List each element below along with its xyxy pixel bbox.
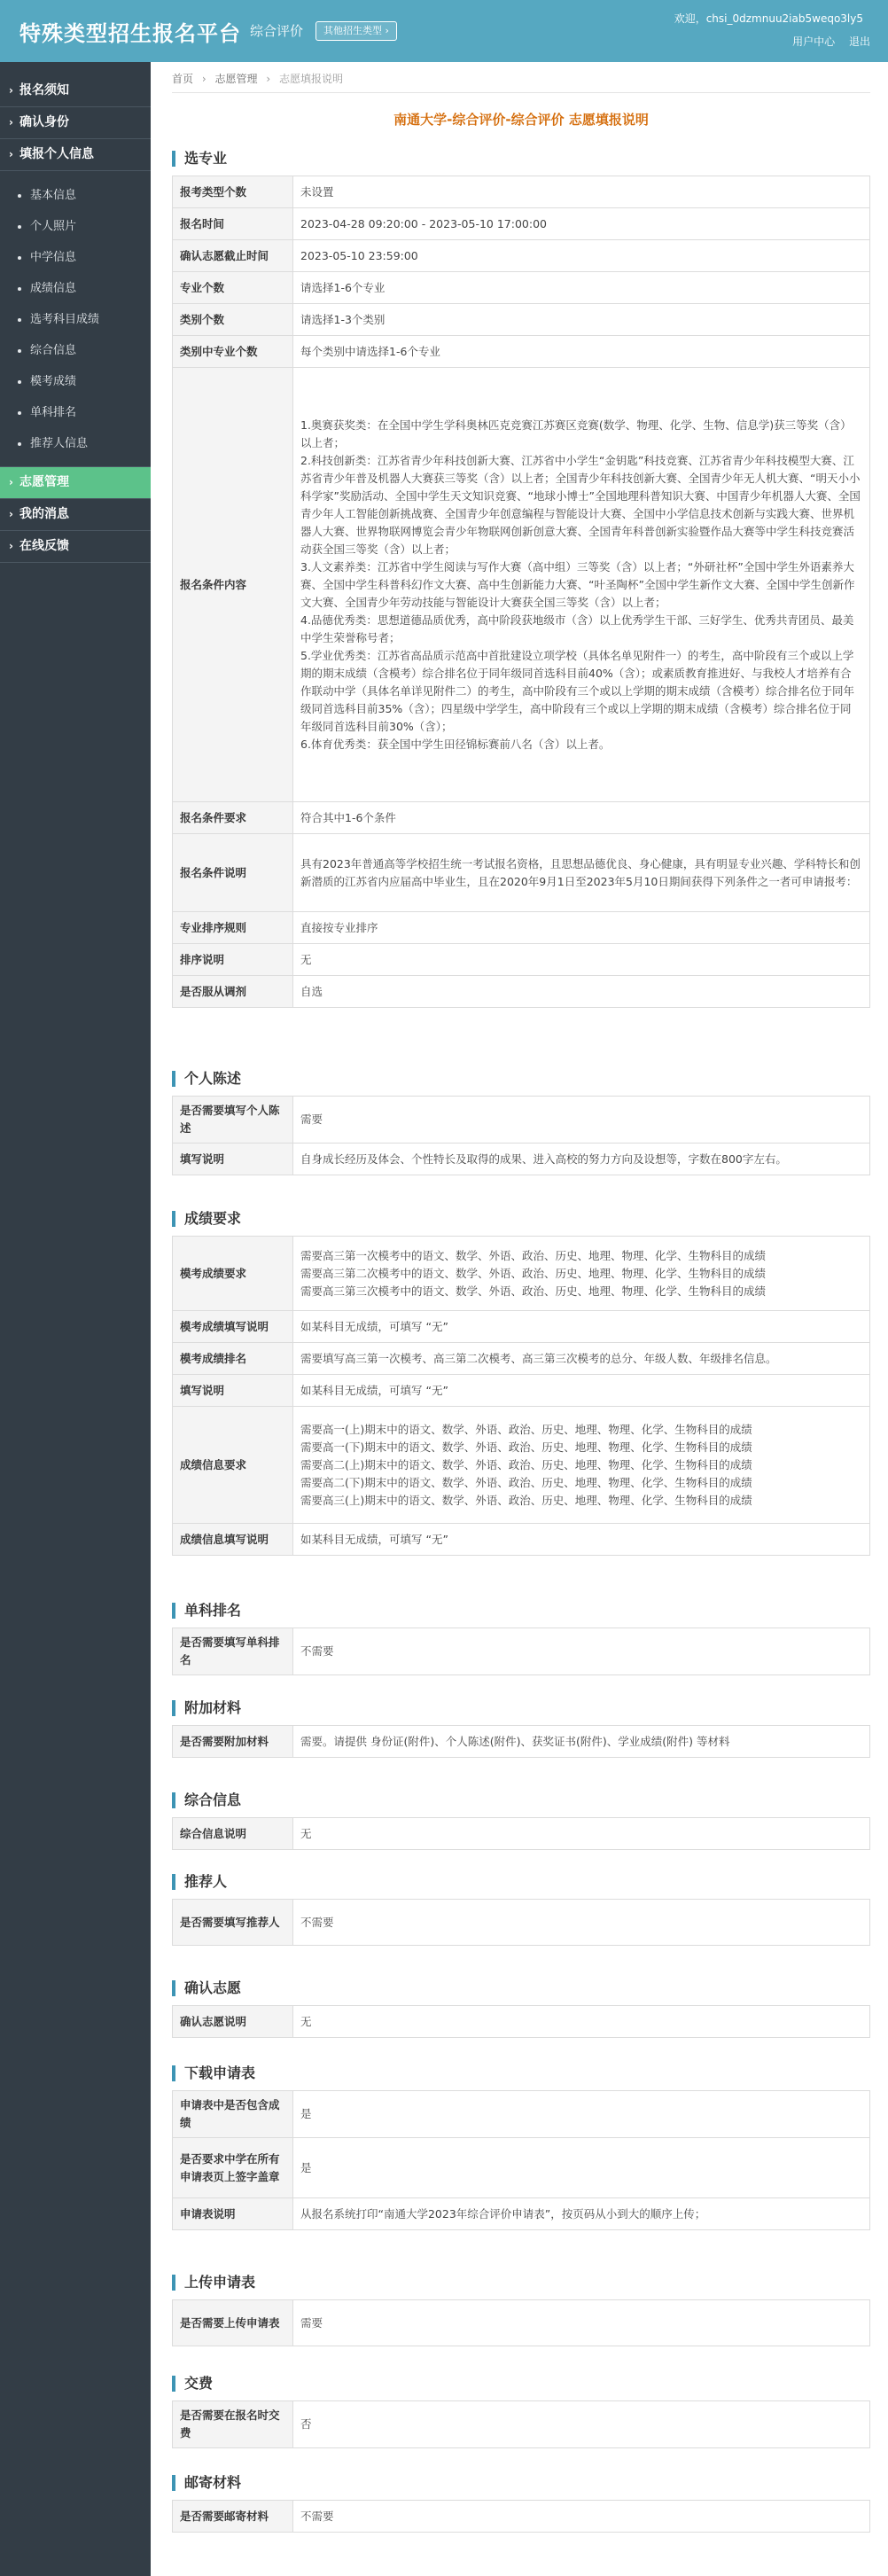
- section-title: 推荐人: [172, 1874, 227, 1890]
- row-label: 专业个数: [173, 272, 293, 304]
- table-row: [173, 272, 870, 304]
- bullet-icon: [18, 442, 21, 446]
- breadcrumb-separator-icon: ›: [201, 73, 206, 85]
- row-label: 类别个数: [173, 304, 293, 336]
- page-title: 南通大学-综合评价-综合评价 志愿填报说明: [393, 112, 649, 128]
- table-row: [173, 1144, 870, 1175]
- row-label: 填写说明: [173, 1375, 293, 1407]
- row-label: 类别中专业个数: [173, 336, 293, 368]
- bullet-icon: [18, 287, 21, 291]
- info-table: [172, 1628, 870, 1675]
- sidebar-sub-label: 模考成绩: [30, 375, 77, 388]
- row-value: [293, 176, 870, 208]
- row-label: 是否需要上传申请表: [173, 2300, 293, 2346]
- table-row: [173, 1818, 870, 1850]
- breadcrumb-current: 志愿填报说明: [278, 73, 343, 85]
- sidebar-sub-basic-info[interactable]: [0, 180, 151, 211]
- value-line: 4.品德优秀类：思想道德品质优秀，高中阶段获地级市（含）以上优秀学生干部、三好学生、优秀共青团员、最美中学生荣誉称号者；: [300, 613, 854, 644]
- table-row: [173, 1097, 870, 1144]
- table-row: [173, 1343, 870, 1375]
- row-value: [293, 2138, 870, 2198]
- row-label: 专业排序规则: [173, 912, 293, 944]
- table-row: [173, 834, 870, 912]
- value-line: 未设置: [300, 184, 334, 199]
- row-value: [293, 1144, 870, 1175]
- row-value: [293, 1726, 870, 1758]
- value-line: 1.奥赛获奖类：在全国中学生学科奥林匹克竞赛江苏赛区竞赛(数学、物理、化学、生物、信息学)获三等奖（含）以上者；: [300, 418, 852, 449]
- sidebar-item-volunteer-management[interactable]: [0, 467, 151, 498]
- value-line: 需要高三第三次模考中的语文、数学、外语、政治、历史、地理、物理、化学、生物科目的成绩: [300, 1284, 767, 1298]
- sidebar-divider: [0, 562, 151, 563]
- table-row: [173, 208, 870, 240]
- row-label: 成绩信息填写说明: [173, 1524, 293, 1556]
- table-row: [173, 1407, 870, 1524]
- row-value: [293, 2006, 870, 2038]
- sidebar-sub-elective-grades[interactable]: [0, 304, 151, 335]
- row-value: [293, 1375, 870, 1407]
- row-label: 是否要求中学在所有申请表页上签字盖章: [173, 2138, 293, 2198]
- table-row: [173, 2401, 870, 2448]
- section-title: 邮寄材料: [172, 2475, 241, 2491]
- chevron-right-icon: ›: [9, 508, 13, 520]
- bullet-icon: [18, 256, 21, 260]
- value-line: 2023-04-28 09:20:00 - 2023-05-10 17:00:00: [300, 216, 547, 230]
- sidebar-item-label: 填报个人信息: [19, 147, 94, 161]
- value-line: 不需要: [300, 1644, 334, 1658]
- info-table: [172, 2400, 870, 2448]
- value-line: 无: [300, 2014, 312, 2028]
- row-label: 报名条件说明: [173, 834, 293, 912]
- row-label: 是否需要在报名时交费: [173, 2401, 293, 2448]
- header-links: [782, 34, 870, 49]
- sidebar-divider: [0, 170, 151, 171]
- sidebar-item-personal-info[interactable]: [0, 139, 151, 170]
- value-line: 如某科目无成绩，可填写 “无”: [300, 1319, 448, 1333]
- sidebar-item-confirm-identity[interactable]: [0, 107, 151, 138]
- row-label: 填写说明: [173, 1144, 293, 1175]
- chevron-right-icon: ›: [9, 84, 13, 97]
- row-value: [293, 240, 870, 272]
- breadcrumb: [172, 71, 348, 86]
- info-table: [172, 1096, 870, 1175]
- section-title: 单科排名: [172, 1603, 241, 1619]
- table-row: [173, 2501, 870, 2533]
- row-value: [293, 1818, 870, 1850]
- other-type-button[interactable]: 其他招生类型 ›: [315, 21, 397, 41]
- row-value: [293, 1407, 870, 1524]
- table-row: [173, 1311, 870, 1343]
- bullet-icon: [18, 194, 21, 198]
- bullet-icon: [18, 225, 21, 229]
- value-line: 需要填写高三第一次模考、高三第二次模考、高三第三次模考的总分、年级人数、年级排名信息。: [300, 1351, 777, 1365]
- bullet-icon: [18, 411, 21, 415]
- table-row: [173, 976, 870, 1008]
- row-label: 模考成绩排名: [173, 1343, 293, 1375]
- sidebar-sub-label: 推荐人信息: [30, 437, 89, 450]
- row-value: [293, 802, 870, 834]
- row-label: 是否需要填写推荐人: [173, 1900, 293, 1946]
- row-label: 申请表中是否包含成绩: [173, 2091, 293, 2138]
- value-line: 5.学业优秀类：江苏省高品质示范高中首批建设立项学校（具体名单见附件一）的考生，高中阶段有三个或以上学期的期末成绩（含模考）综合排名位于同年级同首选科目前40%（含）；或素质教育推进好、与我校人才培养有合作联动中学（具体名单详见附件二）的考生，高中阶段有三个或以上学期的期末成绩（含模考）综合排名位于同年级同首选科目前35%（含）；四星级中学学生，高中阶段有三个或以上学期的期末成绩（含模考）综合排名位于同年级同首选科目前30%（含）；: [300, 648, 855, 733]
- sidebar-sub-label: 成绩信息: [30, 282, 77, 295]
- chevron-right-icon: ›: [9, 148, 13, 160]
- chevron-right-icon: ›: [9, 476, 13, 488]
- sidebar-sub-recommender[interactable]: [0, 428, 151, 459]
- table-row: [173, 2198, 870, 2230]
- row-value: [293, 1524, 870, 1556]
- row-value: [293, 1343, 870, 1375]
- bullet-icon: [18, 380, 21, 384]
- sidebar-item-messages[interactable]: [0, 499, 151, 530]
- info-table: [172, 2299, 870, 2346]
- welcome-text: 欢迎，chsi_0dzmnuu2iab5weqo3ly5: [674, 12, 863, 25]
- sidebar-item-label: 报名须知: [19, 83, 69, 98]
- table-row: [173, 1237, 870, 1311]
- table-row: [173, 1726, 870, 1758]
- value-line: 符合其中1-6个条件: [300, 810, 396, 824]
- row-label: 报名条件内容: [173, 368, 293, 802]
- value-line: 3.人文素养类：江苏省中学生阅读与写作大赛（高中组）三等奖（含）以上者；“外研社杯”全国中学生外语素养大赛、全国中学生科普科幻作文大赛、高中生创新能力大赛、“叶圣陶杯”全国中学生新作文大赛、全国中学生创新作文大赛、全国青少年劳动技能与智能设计大赛获全国三等奖（含）以上者；: [300, 559, 855, 609]
- section-title: 选专业: [172, 151, 227, 167]
- table-row: [173, 2006, 870, 2038]
- row-label: 是否需要附加材料: [173, 1726, 293, 1758]
- table-row: [173, 1900, 870, 1946]
- breadcrumb-separator-icon: ›: [266, 73, 271, 85]
- row-value: [293, 208, 870, 240]
- value-line: 自选: [300, 984, 323, 998]
- row-value: [293, 1097, 870, 1144]
- row-label: 成绩信息要求: [173, 1407, 293, 1524]
- row-label: 确认志愿截止时间: [173, 240, 293, 272]
- row-value: [293, 304, 870, 336]
- value-line: 需要高二(上)期末中的语文、数学、外语、政治、历史、地理、物理、化学、生物科目的成绩: [300, 1457, 752, 1471]
- sidebar-sub-label: 基本信息: [30, 189, 77, 202]
- breadcrumb-divider: [172, 92, 870, 93]
- row-label: 模考成绩填写说明: [173, 1311, 293, 1343]
- row-value: [293, 2198, 870, 2230]
- value-line: 请选择1-3个类别: [300, 312, 386, 326]
- value-line: 需要: [300, 2315, 323, 2330]
- sidebar-sub-label: 综合信息: [30, 344, 77, 357]
- section-title: 下载申请表: [172, 2065, 255, 2081]
- sidebar-item-notice[interactable]: [0, 75, 151, 106]
- bullet-icon: [18, 318, 21, 322]
- value-line: 2023-05-10 23:59:00: [300, 248, 418, 262]
- row-value: [293, 1628, 870, 1675]
- table-row: [173, 1375, 870, 1407]
- table-row: [173, 1628, 870, 1675]
- row-value: [293, 1311, 870, 1343]
- info-table: [172, 176, 870, 1008]
- value-line: 需要高三(上)期末中的语文、数学、外语、政治、历史、地理、物理、化学、生物科目的成绩: [300, 1493, 752, 1507]
- row-value: [293, 336, 870, 368]
- chevron-right-icon: ›: [9, 540, 13, 552]
- info-table: [172, 1725, 870, 1758]
- value-line: 从报名系统打印“南通大学2023年综合评价申请表”，按页码从小到大的顺序上传；: [300, 2206, 706, 2221]
- row-value: [293, 944, 870, 976]
- value-line: 无: [300, 1826, 312, 1840]
- row-value: [293, 2300, 870, 2346]
- sidebar-sub-mock-exam[interactable]: [0, 366, 151, 397]
- row-label: 是否需要邮寄材料: [173, 2501, 293, 2533]
- bullet-icon: [18, 349, 21, 353]
- row-label: 是否需要填写个人陈述: [173, 1097, 293, 1144]
- table-row: [173, 240, 870, 272]
- value-line: 需要高一(上)期末中的语文、数学、外语、政治、历史、地理、物理、化学、生物科目的成绩: [300, 1422, 752, 1436]
- value-line: 6.体育优秀类：获全国中学生田径锦标赛前八名（含）以上者。: [300, 737, 611, 751]
- sidebar-sub-label: 个人照片: [30, 220, 77, 233]
- table-row: [173, 912, 870, 944]
- value-line: 直接按专业排序: [300, 920, 378, 934]
- platform-title: 特殊类型招生报名平台: [19, 21, 241, 46]
- value-line: 具有2023年普通高等学校招生统一考试报名资格，且思想品德优良、身心健康，具有明显专业兴趣、学科特长和创新潜质的江苏省内应届高中毕业生，且在2020年9月1日至2023年5月10日期间获得下列条件之一者可申请报考：: [300, 856, 861, 888]
- row-value: [293, 834, 870, 912]
- value-line: 如某科目无成绩，可填写 “无”: [300, 1532, 448, 1546]
- value-line: 请选择1-6个专业: [300, 280, 386, 294]
- table-row: [173, 336, 870, 368]
- value-line: 需要高一(下)期末中的语文、数学、外语、政治、历史、地理、物理、化学、生物科目的成绩: [300, 1440, 752, 1454]
- value-line: 需要高二(下)期末中的语文、数学、外语、政治、历史、地理、物理、化学、生物科目的成绩: [300, 1475, 752, 1489]
- info-table: [172, 1899, 870, 1946]
- section-title: 上传申请表: [172, 2275, 255, 2291]
- user-center-link[interactable]: 用户中心: [792, 35, 836, 48]
- value-line: 是: [300, 2160, 312, 2174]
- value-line: 需要高三第一次模考中的语文、数学、外语、政治、历史、地理、物理、化学、生物科目的成绩: [300, 1248, 767, 1262]
- table-row: [173, 2091, 870, 2138]
- sidebar-item-label: 确认身份: [19, 115, 69, 129]
- row-value: [293, 1900, 870, 1946]
- row-label: 模考成绩要求: [173, 1237, 293, 1311]
- row-value: [293, 368, 870, 802]
- table-row: [173, 2138, 870, 2198]
- table-row: [173, 802, 870, 834]
- info-table: [172, 1236, 870, 1556]
- value-line: 不需要: [300, 1915, 334, 1929]
- value-line: 自身成长经历及体会、个性特长及取得的成果、进入高校的努力方向及设想等，字数在800字左右。: [300, 1151, 787, 1166]
- breadcrumb-home[interactable]: 首页: [172, 73, 194, 85]
- section-title: 成绩要求: [172, 1211, 241, 1227]
- section-title: 附加材料: [172, 1700, 241, 1716]
- section-title: 个人陈述: [172, 1071, 241, 1087]
- value-line: 需要: [300, 1112, 323, 1126]
- row-value: [293, 912, 870, 944]
- row-label: 报考类型个数: [173, 176, 293, 208]
- sidebar-item-label: 在线反馈: [19, 539, 69, 553]
- table-row: [173, 2300, 870, 2346]
- row-label: 报名条件要求: [173, 802, 293, 834]
- value-line: 需要。请提供 身份证(附件)、个人陈述(附件)、获奖证书(附件)、学业成绩(附件) 等材料: [300, 1734, 730, 1748]
- row-value: [293, 272, 870, 304]
- section-title: 交费: [172, 2376, 213, 2392]
- sidebar-sub-grades[interactable]: [0, 273, 151, 304]
- sidebar-sub-label: 单科排名: [30, 406, 77, 419]
- table-row: [173, 368, 870, 802]
- section-title: 综合信息: [172, 1792, 241, 1808]
- value-line: 是: [300, 2107, 312, 2120]
- row-value: [293, 976, 870, 1008]
- info-table: [172, 2090, 870, 2230]
- sidebar-item-feedback[interactable]: [0, 531, 151, 562]
- value-line: 如某科目无成绩，可填写 “无”: [300, 1383, 448, 1397]
- row-label: 排序说明: [173, 944, 293, 976]
- row-label: 申请表说明: [173, 2198, 293, 2230]
- row-value: [293, 1237, 870, 1311]
- value-line: 否: [300, 2417, 312, 2431]
- value-line: 不需要: [300, 2509, 334, 2523]
- row-label: 报名时间: [173, 208, 293, 240]
- sidebar-sub-subject-rank[interactable]: [0, 397, 151, 428]
- row-label: 是否服从调剂: [173, 976, 293, 1008]
- table-row: [173, 1524, 870, 1556]
- sidebar-sub-photo[interactable]: [0, 211, 151, 242]
- table-row: [173, 944, 870, 976]
- value-line: 无: [300, 952, 312, 966]
- logout-link[interactable]: 退出: [848, 35, 870, 48]
- sidebar: [0, 62, 151, 2576]
- row-value: [293, 2091, 870, 2138]
- row-label: 确认志愿说明: [173, 2006, 293, 2038]
- sidebar-sub-label: 中学信息: [30, 251, 77, 264]
- sidebar-item-label: 我的消息: [19, 507, 69, 521]
- sidebar-item-label: 志愿管理: [19, 475, 69, 489]
- info-table: [172, 2005, 870, 2038]
- row-value: [293, 2501, 870, 2533]
- row-label: 是否需要填写单科排名: [173, 1628, 293, 1675]
- row-label: 综合信息说明: [173, 1818, 293, 1850]
- sidebar-sub-comprehensive[interactable]: [0, 335, 151, 366]
- value-line: 需要高三第二次模考中的语文、数学、外语、政治、历史、地理、物理、化学、生物科目的成绩: [300, 1266, 767, 1280]
- breadcrumb-volunteer[interactable]: 志愿管理: [214, 73, 258, 85]
- category-label: 综合评价: [250, 23, 304, 39]
- chevron-right-icon: ›: [9, 116, 13, 129]
- info-table: [172, 2500, 870, 2533]
- section-title: 确认志愿: [172, 1980, 241, 1996]
- table-row: [173, 176, 870, 208]
- value-line: 2.科技创新类：江苏省青少年科技创新大赛、江苏省中小学生“金钥匙”科技竞赛、江苏省青少年科技模型大赛、江苏省青少年普及机器人大赛获三等奖（含）以上者；全国青少年科技创新大赛、全国青少年无人机大赛、“明天小小科学家”奖励活动、全国中学生天文知识竞赛、“地球小博士”全国地理科普知识大赛、中国青少年机器人大赛、全国青少年人工智能创新挑战赛、全国青少年创意编程与智能设计大赛、全国中小学信息技术创新与实践大赛、世界机器人大赛、世界物联网博览会青少年物联网创新创意大赛、全国青年科普创新实验暨作品大赛等中学生科技竞赛活动获全国三等奖（含）以上者；: [300, 453, 861, 556]
- value-line: 每个类别中请选择1-6个专业: [300, 344, 440, 358]
- top-header: [0, 0, 888, 62]
- sidebar-sub-label: 选考科目成绩: [30, 313, 100, 326]
- info-table: [172, 1817, 870, 1850]
- sidebar-sub-school-info[interactable]: [0, 242, 151, 273]
- row-value: [293, 2401, 870, 2448]
- table-row: [173, 304, 870, 336]
